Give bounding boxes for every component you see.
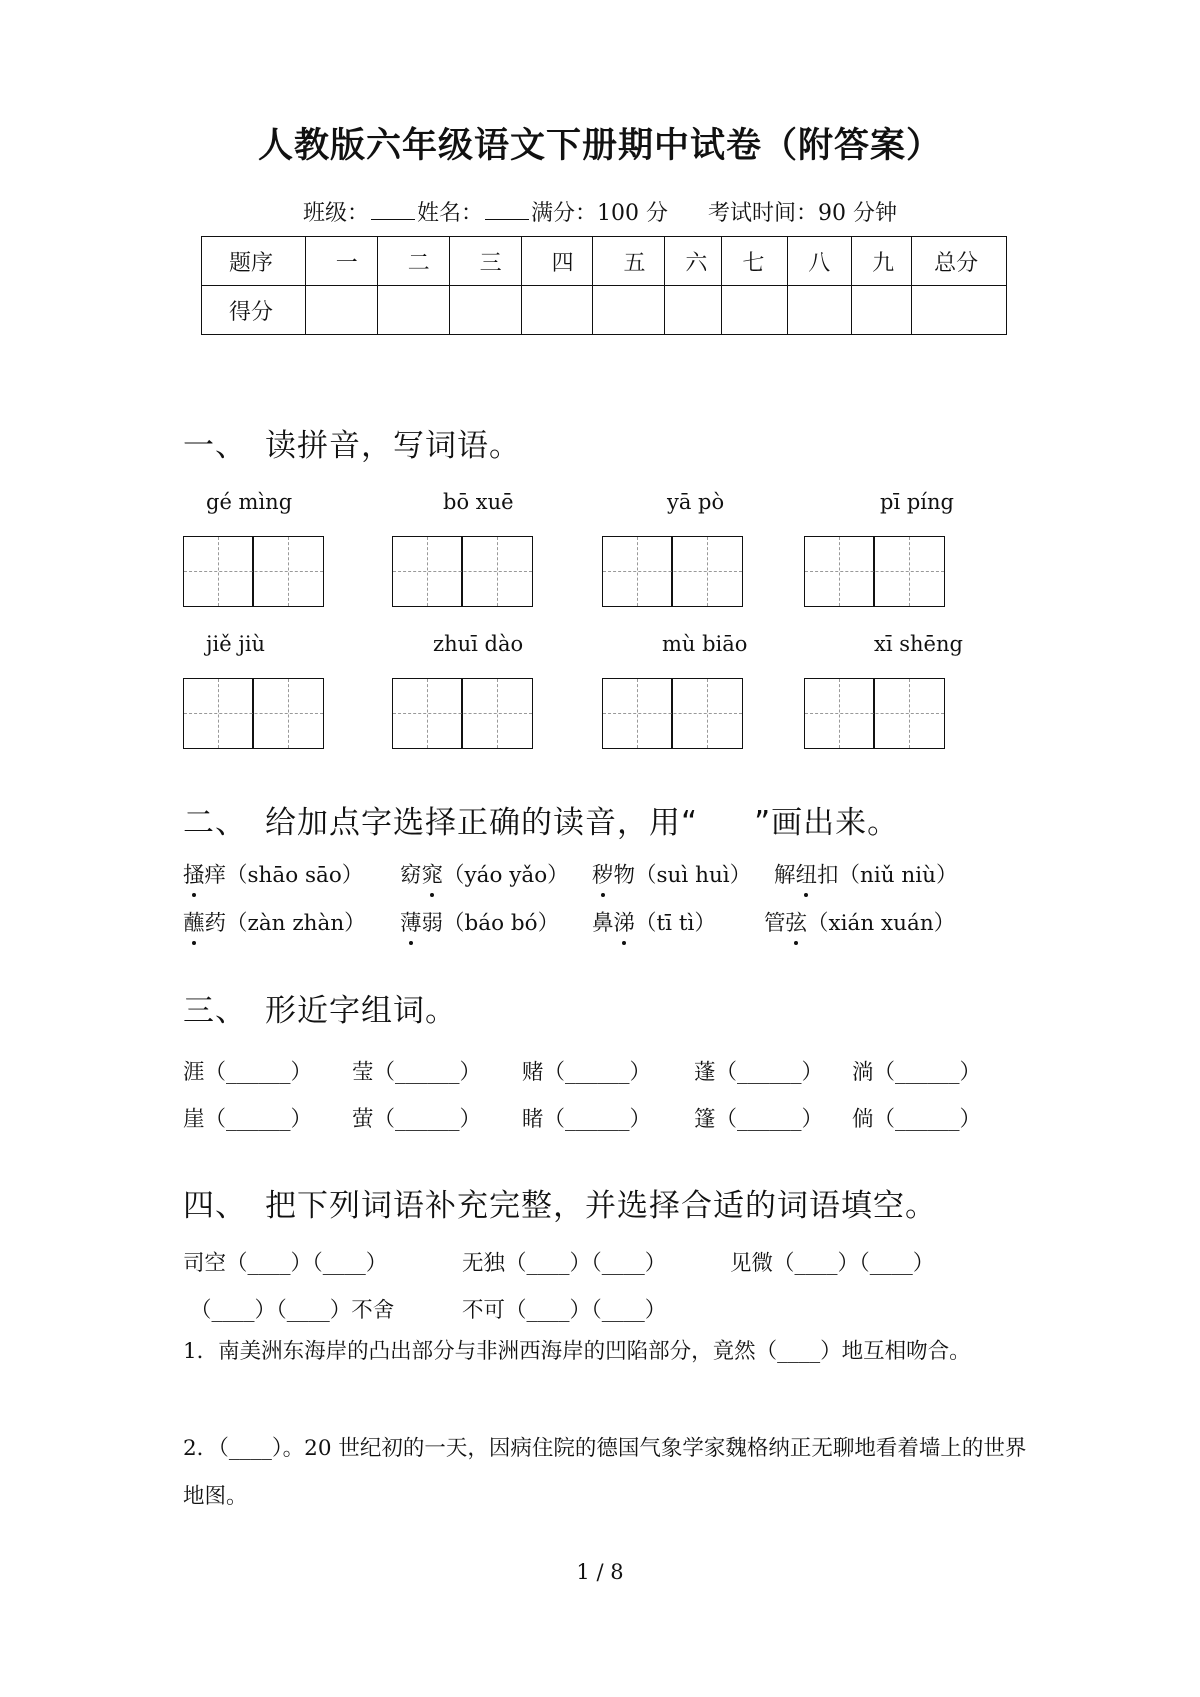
score-cell[interactable] [852, 286, 912, 335]
score-header-cell: 五 [593, 237, 665, 286]
score-cell[interactable] [449, 286, 521, 335]
score-header-cell: 二 [377, 237, 449, 286]
score-cell[interactable] [377, 286, 449, 335]
score-cell[interactable] [722, 286, 788, 335]
score-cell[interactable] [593, 286, 665, 335]
dotted-char: 薄 [400, 906, 422, 937]
reading-item: 搔痒（shāo sāo） [183, 858, 363, 889]
score-cell[interactable] [305, 286, 377, 335]
reading-item: 窈窕（yáo yǎo） [400, 858, 569, 889]
word-blank[interactable]: 涯（______） [183, 1060, 313, 1085]
page-title: 人教版六年级语文下册期中试卷（附答案） [257, 126, 942, 166]
reading-item: 解纽扣（niǔ niù） [774, 858, 958, 889]
character-grid[interactable] [183, 678, 324, 749]
score-cell[interactable] [665, 286, 722, 335]
dotted-char: 纽 [796, 858, 818, 889]
word-blank[interactable]: 蓬（______） [694, 1060, 824, 1085]
word-blank[interactable]: 淌（______） [852, 1060, 982, 1085]
section-number: 二、 [183, 805, 247, 841]
pinyin-label: yā pò [667, 490, 725, 514]
score-header-row [202, 237, 1007, 286]
word-blank[interactable]: 赌（______） [522, 1060, 652, 1085]
section-title-b: ”画出来。 [754, 805, 900, 841]
idiom-blank[interactable]: （____）（____）不舍 [190, 1298, 395, 1323]
reading-item: 薄弱（báo bó） [400, 906, 559, 937]
score-header-cell: 九 [852, 237, 912, 286]
dotted-char: 弦 [786, 906, 808, 937]
idiom-blank[interactable]: 司空（____）（____） [183, 1251, 388, 1276]
idiom-blank[interactable]: 不可（____）（____） [462, 1298, 667, 1323]
score-header-cell: 总分 [912, 237, 1007, 286]
score-cell[interactable] [788, 286, 852, 335]
class-label: 班级： [302, 201, 369, 226]
section-title-a: 给加点字选择正确的读音，用“ [265, 805, 699, 841]
score-value-row [202, 286, 1007, 335]
score-cell[interactable] [521, 286, 593, 335]
section-number: 一、 [183, 428, 247, 464]
section-title: 读拼音，写词语。 [265, 428, 521, 464]
exam-time: 考试时间：90 分钟 [708, 201, 898, 226]
pinyin-label: zhuī dào [433, 632, 524, 656]
page-number: 1 / 8 [576, 1560, 624, 1584]
character-grid[interactable] [602, 678, 743, 749]
character-grid[interactable] [804, 678, 945, 749]
question-1: 1．南美洲东海岸的凸出部分与非洲西海岸的凹陷部分，竟然（____）地互相吻合。 [183, 1339, 971, 1364]
dotted-char: 秽 [592, 858, 614, 889]
character-grid[interactable] [392, 536, 533, 607]
section-1-heading [183, 420, 521, 465]
character-grid[interactable] [183, 536, 324, 607]
score-header-cell: 七 [722, 237, 788, 286]
score-header-cell: 三 [449, 237, 521, 286]
score-header-cell: 一 [305, 237, 377, 286]
full-score: 满分：100 分 [531, 201, 669, 226]
dotted-char: 蘸 [183, 906, 205, 937]
word-blank[interactable]: 篷（______） [694, 1107, 824, 1132]
class-blank[interactable] [371, 199, 415, 220]
score-row-label: 得分 [202, 286, 306, 335]
reading-item: 管弦（xián xuán） [764, 906, 955, 937]
section-number: 三、 [183, 993, 247, 1029]
score-header-cell: 四 [521, 237, 593, 286]
section-2-heading [183, 797, 899, 842]
reading-item: 蘸药（zàn zhàn） [183, 906, 366, 937]
name-blank[interactable] [485, 199, 529, 220]
word-blank[interactable]: 倘（______） [852, 1107, 982, 1132]
pinyin-label: pī píng [880, 490, 954, 514]
score-table [201, 236, 1007, 335]
score-header-cell: 题序 [202, 237, 306, 286]
word-blank[interactable]: 莹（______） [352, 1060, 482, 1085]
name-label: 姓名： [417, 201, 484, 226]
dotted-char: 窕 [422, 858, 444, 889]
pinyin-label: jiě jiù [206, 632, 266, 656]
score-header-cell: 六 [665, 237, 722, 286]
word-blank[interactable]: 崖（______） [183, 1107, 313, 1132]
pinyin-label: bō xuē [443, 490, 514, 514]
section-number: 四、 [183, 1188, 247, 1224]
exam-info [0, 196, 1200, 227]
score-header-cell: 八 [788, 237, 852, 286]
pinyin-label: gé mìng [206, 490, 293, 514]
word-blank[interactable]: 睹（______） [522, 1107, 652, 1132]
reading-item: 鼻涕（tī tì） [592, 906, 716, 937]
section-3-heading [183, 985, 457, 1030]
character-grid[interactable] [804, 536, 945, 607]
word-blank[interactable]: 萤（______） [352, 1107, 482, 1132]
idiom-blank[interactable]: 见微（____）（____） [730, 1251, 935, 1276]
section-title: 把下列词语补充完整，并选择合适的词语填空。 [265, 1188, 937, 1224]
dotted-char: 涕 [614, 906, 636, 937]
pinyin-label: mù biāo [662, 632, 748, 656]
question-2: 2．（____）。20 世纪初的一天，因病住院的德国气象学家魏格纳正无聊地看着墙上的世界地图。 [183, 1436, 1027, 1509]
dotted-char: 搔 [183, 858, 205, 889]
character-grid[interactable] [392, 678, 533, 749]
idiom-blank[interactable]: 无独（____）（____） [462, 1251, 667, 1276]
section-4-heading [183, 1180, 937, 1225]
section-title: 形近字组词。 [265, 993, 457, 1029]
reading-item: 秽物（suì huì） [592, 858, 751, 889]
character-grid[interactable] [602, 536, 743, 607]
pinyin-label: xī shēng [874, 632, 963, 656]
score-cell[interactable] [912, 286, 1007, 335]
